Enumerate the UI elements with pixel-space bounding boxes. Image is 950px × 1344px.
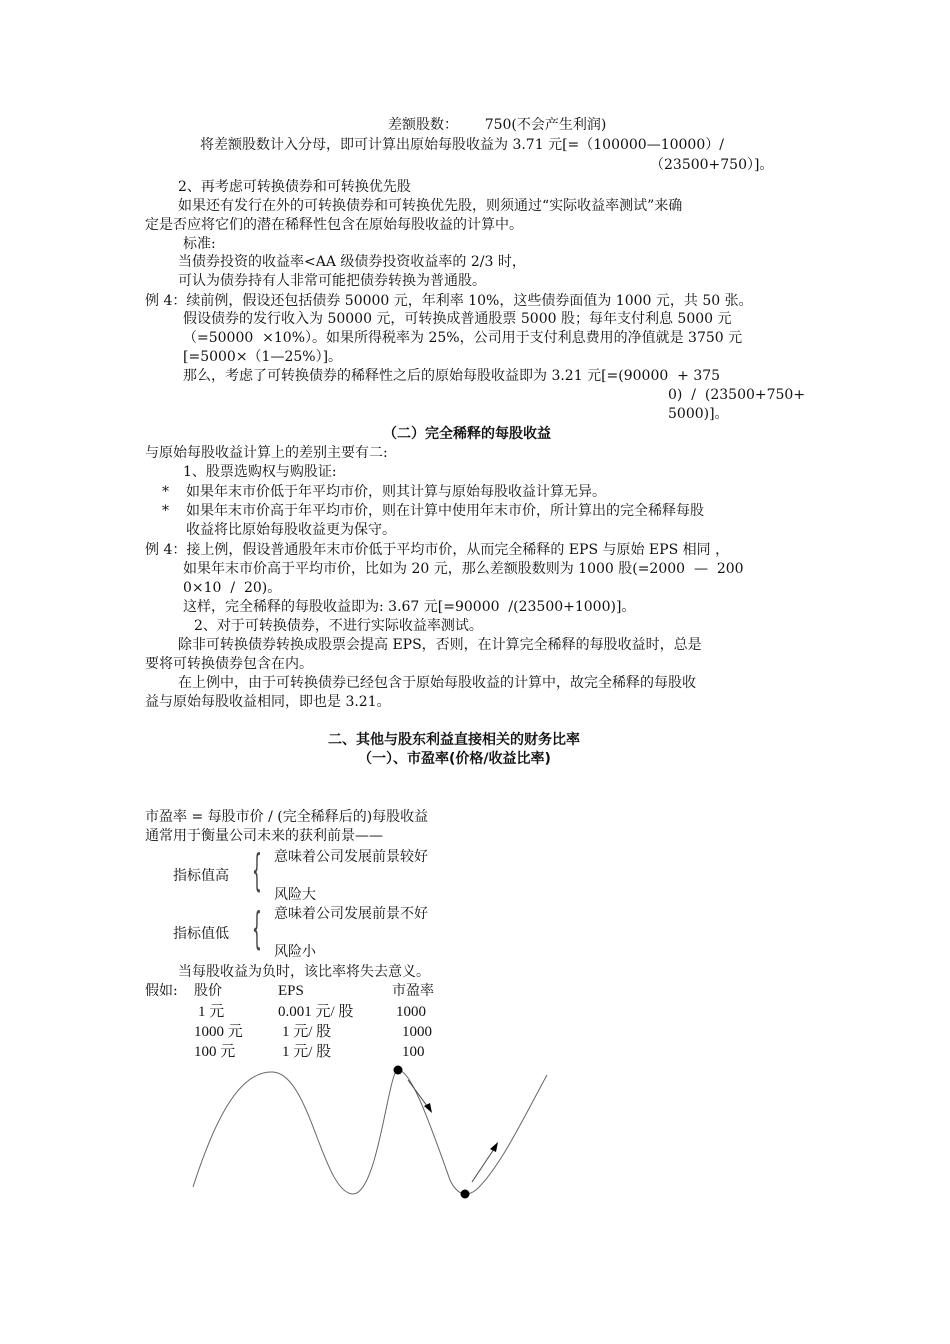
standard-line-2: 可认为债券持有人非常可能把债券转换为普通股。: [178, 273, 486, 289]
high-risk: 风险大: [274, 887, 316, 903]
pe-formula: 市盈率 = 每股市价 / (完全稀释后的)每股收益: [145, 809, 429, 825]
table-cell: 100 元: [194, 1044, 236, 1060]
options-heading: 1、股票选购权与购股证:: [183, 464, 337, 480]
low-meaning: 意味着公司发展前景不好: [274, 906, 428, 922]
table-cell: 1 元/ 股: [282, 1044, 332, 1060]
section-2-title: 二、其他与股东利益直接相关的财务比率: [328, 732, 580, 748]
table-prefix: 假如:: [145, 983, 178, 999]
diff-shares-line: 差额股数： 750(不会产生利润): [388, 117, 607, 133]
table-cell: 0.001 元/ 股: [278, 1004, 354, 1020]
example-4b-line-4: 这样，完全稀释的每股收益即为: 3.67 元[=90000 /(23500+1000)]。: [183, 599, 636, 615]
example-4-line-3: （=50000 ×10%）。如果所得税率为 25%，公司用于支付利息费用的净值就是 3750 元: [183, 330, 743, 346]
table-cell: 1000 元: [194, 1024, 243, 1040]
convertible-para-2: 定是否应将它们的潜在稀释性包含在原始每股收益的计算中。: [145, 217, 523, 233]
table-cell: 1000: [396, 1004, 426, 1020]
convertible-heading: 2、再考虑可转换债券和可转换优先股: [178, 179, 411, 195]
bullet-1: 如果年末市价低于年平均市价，则其计算与原始每股收益计算无异。: [186, 484, 606, 500]
fully-intro: 与原始每股收益计算上的差别主要有二:: [145, 445, 388, 461]
wave-curve: [193, 1070, 547, 1194]
high-brace-icon: {: [252, 845, 262, 896]
example-4-line-2: 假设债券的发行收入为 50000 元，可转换成普通股票 5000 股；每年支付利息 5000 元: [183, 311, 732, 327]
example-4b-line-1: 例 4：接上例，假设普通股年末市价低于平均市价，从而完全稀释的 EPS 与原始 EPS 相同 ，: [145, 542, 730, 558]
example-4-line-6: 0) / (23500+750+: [668, 387, 806, 403]
high-meaning: 意味着公司发展前景较好: [274, 849, 428, 865]
example-4-line-7: 5000)]。: [668, 406, 729, 422]
negative-eps-note: 当每股收益为负时，该比率将失去意义。: [178, 964, 430, 980]
trough-point: [461, 1190, 470, 1199]
fully-para-4: 益与原始每股收益相同，即也是 3.21。: [145, 694, 391, 710]
peak-point: [394, 1066, 403, 1075]
table-cell: 1 元/ 股: [282, 1024, 332, 1040]
up-arrow-head-icon: [490, 1142, 498, 1152]
table-header-pe: 市盈率: [392, 983, 434, 999]
basic-eps-line-cont: （23500+750）]。: [650, 157, 774, 173]
basic-eps-line: 将差额股数计入分母，即可计算出原始每股收益为 3.71 元[=（100000—10000）/: [200, 137, 724, 153]
bullet-2-line-1: 如果年末市价高于年平均市价，则在计算中使用年末市价，所计算出的完全稀释每股: [186, 503, 704, 519]
fully-para-2: 要将可转换债券包含在内。: [145, 656, 313, 672]
bullet-mark-2: *: [162, 503, 169, 519]
example-4-line-1: 例 4：续前例，假设还包括债券 50000 元，年利率 10%，这些债券面值为 1000 元，共 50 张。: [145, 293, 753, 309]
example-4b-line-3: 0×10 / 20)。: [183, 580, 282, 596]
convertible-no-test: 2、对于可转换债券，不进行实际收益率测试。: [194, 618, 483, 634]
example-4b-line-2: 如果年末市价高于平均市价，比如为 20 元，那么差额股数则为 1000 股(=2000 — 200: [183, 561, 744, 577]
down-arrow-head-icon: [424, 1103, 432, 1113]
convertible-para-1: 如果还有发行在外的可转换债券和可转换优先股，则须通过“实际收益率测试”来确: [178, 198, 683, 214]
fully-diluted-title: （二）完全稀释的每股收益: [383, 426, 551, 442]
table-cell: 1000: [402, 1024, 432, 1040]
low-risk: 风险小: [274, 944, 316, 960]
fully-para-3: 在上例中，由于可转换债券已经包含于原始每股收益的计算中，故完全稀释的每股收: [178, 675, 696, 691]
section-2-subtitle: （一）、市盈率(价格/收益比率): [358, 751, 551, 767]
standard-label: 标准:: [183, 236, 216, 252]
pe-usage: 通常用于衡量公司未来的获利前景——: [145, 828, 383, 844]
high-label: 指标值高: [173, 868, 229, 884]
table-header-price: 股价: [194, 983, 222, 999]
standard-line-1: 当债券投资的收益率<AA 级债券投资收益率的 2/3 时，: [178, 254, 526, 270]
low-label: 指标值低: [173, 926, 229, 942]
table-cell: 1 元: [198, 1004, 225, 1020]
low-brace-icon: {: [252, 903, 262, 954]
bullet-mark-1: *: [162, 484, 169, 500]
bullet-2-line-2: 收益将比原始每股收益更为保守。: [186, 522, 396, 538]
table-header-eps: EPS: [278, 983, 304, 999]
fully-para-1: 除非可转换债券转换成股票会提高 EPS，否则，在计算完全稀释的每股收益时，总是: [178, 637, 702, 653]
example-4-line-5: 那么，考虑了可转换债券的稀释性之后的原始每股收益即为 3.21 元[=(90000 + 375: [183, 368, 721, 384]
table-cell: 100: [402, 1044, 425, 1060]
up-arrow-line: [472, 1146, 496, 1182]
example-4-line-4: [=5000×（1—25%）]。: [183, 349, 343, 365]
